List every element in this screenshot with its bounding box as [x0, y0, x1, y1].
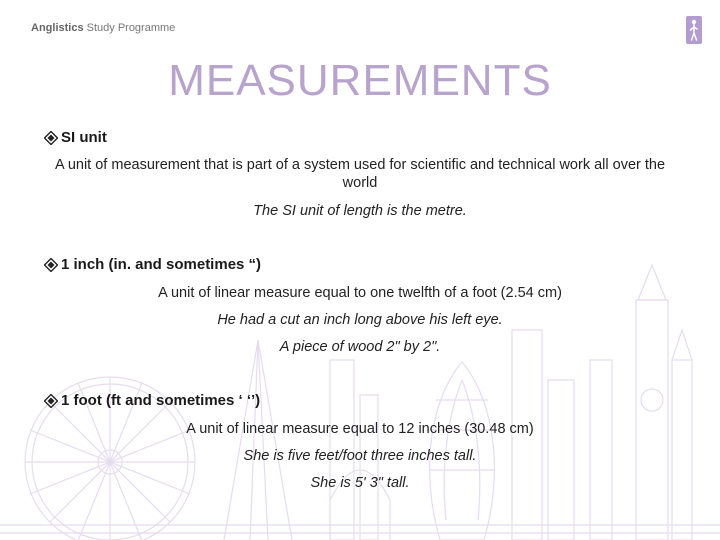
figure-logo-icon — [686, 16, 702, 44]
diamond-bullet-icon — [44, 131, 58, 145]
brand-header — [31, 22, 175, 34]
brand-name: Anglistics — [31, 22, 84, 34]
diamond-bullet-icon — [44, 394, 58, 408]
shard-drawing — [224, 340, 292, 540]
section-heading-foot — [44, 392, 260, 409]
section-definition: A unit of measurement that is part of a system used for scientific and technical work all over the world — [54, 157, 666, 191]
section-heading-inch — [44, 256, 261, 273]
section-example: She is 5' 3" tall. — [310, 475, 410, 491]
diamond-bullet-icon — [44, 258, 58, 272]
section-example: She is five feet/foot three inches tall. — [243, 448, 477, 464]
section-definition: A unit of linear measure equal to 12 inches (30.48 cm) — [186, 421, 534, 437]
section-heading-text: SI unit — [61, 129, 107, 146]
section-example: He had a cut an inch long above his left eye. — [217, 312, 503, 328]
section-definition: A unit of linear measure equal to one twelfth of a foot (2.54 cm) — [158, 285, 562, 301]
brand-subtitle: Study Programme — [83, 22, 176, 34]
section-example: A piece of wood 2" by 2". — [279, 339, 441, 355]
section-example: The SI unit of length is the metre. — [253, 203, 467, 219]
section-heading-text: 1 foot (ft and sometimes ‘ ‘’) — [61, 392, 261, 409]
slide-title: MEASUREMENTS — [168, 56, 552, 105]
section-heading-text: 1 inch (in. and sometimes “) — [61, 256, 262, 273]
section-heading-si-unit — [44, 129, 107, 146]
big-ben-drawing — [636, 265, 692, 540]
